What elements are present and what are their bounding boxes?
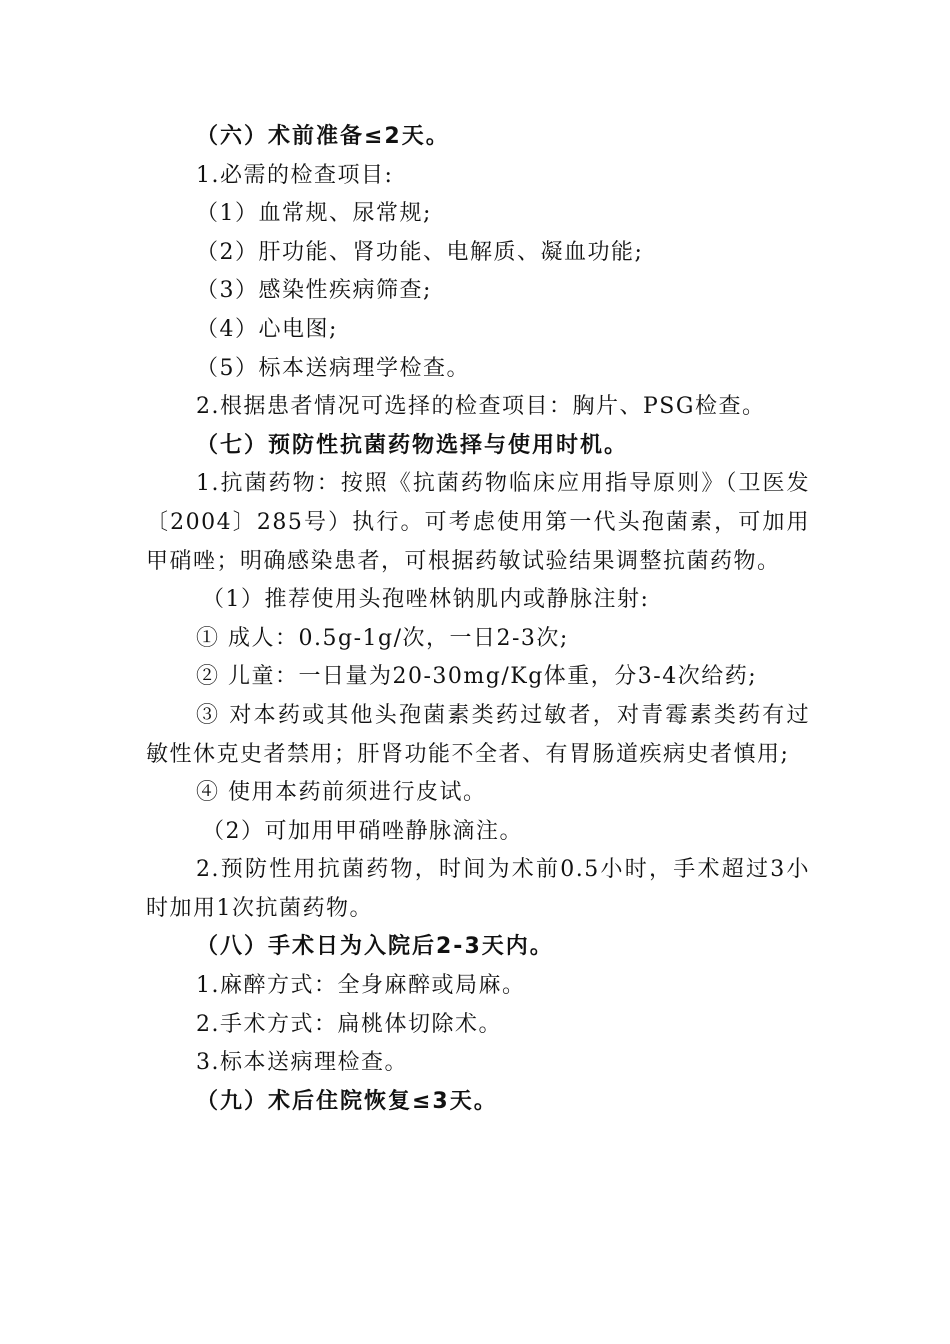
item-surgery-method: 2.手术方式：扁桃体切除术。: [196, 1011, 502, 1037]
section-heading-9: （九）术后住院恢复≤3天。: [196, 1088, 498, 1114]
item-antibiotics: 1.抗菌药物：按照《抗菌药物临床应用指导原则》（卫医发〔2004〕285号）执行。可考虑使用第一代头孢菌素，可加用甲硝唑；明确感染患者，可根据药敏试验结果调整抗菌药物。: [146, 471, 810, 574]
item-optional-tests: 2.根据患者情况可选择的检查项目：胸片、PSG检查。: [196, 394, 766, 420]
document-body: [146, 118, 810, 1121]
subitem-liver-kidney: （2）肝功能、肾功能、电解质、凝血功能;: [196, 239, 644, 265]
subitem-cefazolin: （1）推荐使用头孢唑林钠肌内或静脉注射:: [202, 587, 650, 613]
section-heading-8: （八）手术日为入院后2-3天内。: [196, 934, 554, 960]
section-heading-7: （七）预防性抗菌药物选择与使用时机。: [196, 432, 629, 458]
skin-test-note: ④ 使用本药前须进行皮试。: [196, 780, 487, 806]
subitem-ecg: （4）心电图;: [196, 316, 338, 342]
item-specimen: 3.标本送病理检查。: [196, 1050, 408, 1076]
subitem-blood-urine: （1）血常规、尿常规;: [196, 201, 432, 227]
item-anesthesia: 1.麻醉方式：全身麻醉或局麻。: [196, 973, 526, 999]
item-required-tests: 1.必需的检查项目:: [196, 162, 394, 188]
dose-child: ② 儿童：一日量为20-30mg/Kg体重，分3-4次给药;: [196, 664, 758, 690]
subitem-pathology: （5）标本送病理学检查。: [196, 355, 470, 381]
subitem-infection-screen: （3）感染性疾病筛查;: [196, 278, 432, 304]
dose-adult: ① 成人：0.5g-1g/次，一日2-3次;: [196, 625, 569, 651]
contraindications: ③ 对本药或其他头孢菌素类药过敏者，对青霉素类药有过敏性休克史者禁用；肝肾功能不全者、有胃肠道疾病史者慎用;: [146, 702, 810, 767]
item-prophylaxis-timing: 2.预防性用抗菌药物，时间为术前0.5小时，手术超过3小时加用1次抗菌药物。: [146, 857, 810, 921]
section-heading-6: （六）术前准备≤2天。: [196, 124, 450, 149]
subitem-metronidazole: （2）可加用甲硝唑静脉滴注。: [202, 818, 523, 844]
